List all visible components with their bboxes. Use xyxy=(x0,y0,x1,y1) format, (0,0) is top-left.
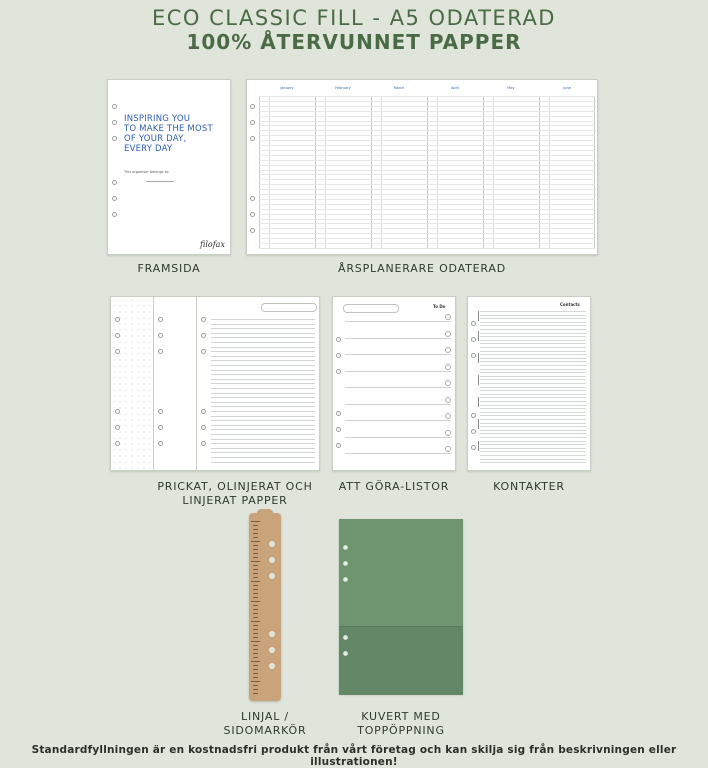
ruler-tick xyxy=(253,605,258,606)
contact-line xyxy=(480,333,586,334)
todo-checkbox xyxy=(445,413,451,419)
ruled-line xyxy=(211,416,315,417)
ruler-tick xyxy=(253,549,258,550)
contact-line xyxy=(480,383,586,384)
ruled-line xyxy=(211,443,315,444)
caption-ruler xyxy=(215,710,315,738)
contact-line xyxy=(480,361,586,362)
year-planner-grid xyxy=(259,86,595,250)
ring-hole xyxy=(336,353,341,358)
ruled-line xyxy=(211,370,315,371)
belongs-to-label: This organiser belongs to: xyxy=(124,170,170,174)
day-row-line xyxy=(259,184,595,185)
ruled-line xyxy=(211,406,315,407)
ring-hole xyxy=(336,411,341,416)
todo-checkbox xyxy=(445,446,451,452)
day-row-line xyxy=(259,165,595,166)
day-row-line xyxy=(259,243,595,244)
ruler-tick xyxy=(253,537,258,538)
todo-row-line xyxy=(345,453,451,454)
ring-hole xyxy=(115,425,120,430)
day-row-line xyxy=(259,223,595,224)
ring-hole xyxy=(112,196,117,201)
day-row-line xyxy=(259,219,595,220)
day-row-line xyxy=(259,204,595,205)
caption-ruler-line: LINJAL / xyxy=(241,710,289,723)
ruled-line xyxy=(211,356,315,357)
ring-hole xyxy=(471,429,476,434)
cover-slogan-line: EVERY DAY xyxy=(124,144,173,154)
contact-entry-marker xyxy=(478,397,484,407)
ruler-tick xyxy=(253,625,258,626)
contact-entry-marker xyxy=(478,331,484,341)
contact-line xyxy=(480,437,586,438)
ruler-tick xyxy=(251,621,260,622)
disclaimer-footer: Standardfyllningen är en kostnadsfri produkt från vårt företag och kan skilja sig från beskrivningen eller illustrationen! xyxy=(31,744,677,768)
ruler-tick xyxy=(251,581,260,582)
ruled-line xyxy=(211,448,315,449)
day-row-line xyxy=(259,155,595,156)
ring-hole xyxy=(343,561,348,566)
ring-hole xyxy=(201,349,206,354)
day-row-line xyxy=(259,209,595,210)
month-label: June xyxy=(563,86,571,90)
ring-hole xyxy=(250,136,255,141)
todo-row-line xyxy=(345,338,451,339)
month-label: March xyxy=(393,86,405,90)
ruler-tick xyxy=(253,593,258,594)
contact-line xyxy=(480,358,586,359)
contact-line xyxy=(480,455,586,456)
ring-hole xyxy=(201,317,206,322)
ring-hole xyxy=(336,443,341,448)
ruler-tick xyxy=(251,601,260,602)
ring-hole xyxy=(250,196,255,201)
ruled-line xyxy=(211,434,315,435)
contact-line xyxy=(480,397,586,398)
contact-line xyxy=(480,415,586,416)
ruler-ring-notch xyxy=(269,573,275,579)
ruler-tick xyxy=(253,649,258,650)
ruled-line xyxy=(211,402,315,403)
ruler-tick xyxy=(253,569,258,570)
day-row-line xyxy=(259,111,595,112)
month-subdivider xyxy=(269,96,270,248)
ruler-tick xyxy=(253,633,258,634)
day-row-line xyxy=(259,125,595,126)
dotted-page xyxy=(111,297,154,471)
day-row-line xyxy=(259,160,595,161)
month-subdivider xyxy=(549,96,550,248)
todo-row-line xyxy=(345,321,451,322)
ruled-line xyxy=(211,429,315,430)
ring-hole xyxy=(250,104,255,109)
todo-sheet xyxy=(332,296,456,471)
day-row-line xyxy=(259,170,595,171)
contact-line xyxy=(480,462,586,463)
contact-line xyxy=(480,315,586,316)
ring-hole xyxy=(112,136,117,141)
day-row-line xyxy=(259,248,595,249)
month-column-divider xyxy=(259,96,260,248)
contact-line xyxy=(480,408,586,409)
ring-hole xyxy=(201,441,206,446)
day-row-line xyxy=(259,140,595,141)
page-subtitle: 100% ÅTERVUNNET PAPPER xyxy=(186,30,522,54)
day-row-line xyxy=(259,233,595,234)
ruled-line xyxy=(211,328,315,329)
ruled-line xyxy=(211,383,315,384)
caption-paper-line: LINJERAT PAPPER xyxy=(182,494,288,507)
ruler-tick xyxy=(251,661,260,662)
ruled-line xyxy=(211,319,315,320)
todo-checkbox xyxy=(445,364,451,370)
contact-line xyxy=(480,444,586,445)
day-row-line xyxy=(259,101,595,102)
ruler-hanger xyxy=(257,509,273,517)
ruler-tick xyxy=(253,529,258,530)
contact-line xyxy=(480,441,586,442)
todo-row-line xyxy=(345,404,451,405)
month-column-divider xyxy=(371,96,372,248)
month-subdivider xyxy=(493,96,494,248)
day-row-line xyxy=(259,238,595,239)
ring-hole xyxy=(115,333,120,338)
caption-front: FRAMSIDA xyxy=(137,262,201,275)
ruler-tick xyxy=(253,557,258,558)
ring-hole xyxy=(158,441,163,446)
brand-logo: filofax xyxy=(200,240,225,249)
contact-line xyxy=(480,311,586,312)
ruler-tick xyxy=(253,645,258,646)
todo-header-box xyxy=(343,304,399,313)
ring-hole xyxy=(158,425,163,430)
contact-line xyxy=(480,372,586,373)
contact-entry-marker xyxy=(478,441,484,451)
day-row-line xyxy=(259,116,595,117)
ruled-line xyxy=(211,411,315,412)
front-cover-sheet xyxy=(107,79,231,255)
ruler-tick xyxy=(253,553,258,554)
contact-line xyxy=(480,451,586,452)
ring-hole xyxy=(471,337,476,342)
contact-line xyxy=(480,459,586,460)
day-row-line xyxy=(259,228,595,229)
todo-checkbox xyxy=(445,331,451,337)
ruled-line xyxy=(211,337,315,338)
month-label: February xyxy=(335,86,351,90)
ruler-tick xyxy=(253,573,258,574)
day-row-line xyxy=(259,189,595,190)
ruled-line xyxy=(211,420,315,421)
ruler-ring-notch xyxy=(269,647,275,653)
month-label: April xyxy=(451,86,459,90)
contact-line xyxy=(480,369,586,370)
ring-hole xyxy=(343,577,348,582)
contact-line xyxy=(480,376,586,377)
day-row-line xyxy=(259,121,595,122)
ruler-tick xyxy=(251,521,260,522)
day-row-line xyxy=(259,194,595,195)
ruled-line xyxy=(211,462,315,463)
ruler-tick xyxy=(251,561,260,562)
ruler-tick xyxy=(251,541,260,542)
ring-hole xyxy=(336,369,341,374)
ruler-tick xyxy=(253,685,258,686)
ruler-ring-notch xyxy=(269,557,275,563)
contact-line xyxy=(480,379,586,380)
month-subdivider xyxy=(437,96,438,248)
ring-hole xyxy=(115,317,120,322)
month-column-divider xyxy=(539,96,540,248)
ruler-tick xyxy=(251,641,260,642)
todo-checkbox xyxy=(445,347,451,353)
contact-entry-marker xyxy=(478,419,484,429)
ruler-ring-notch xyxy=(269,631,275,637)
ring-hole xyxy=(250,228,255,233)
contact-line xyxy=(480,448,586,449)
year-planner-sheet xyxy=(246,79,598,255)
month-column-divider xyxy=(594,96,595,248)
lined-page xyxy=(197,297,320,471)
ruler-tick xyxy=(253,689,258,690)
contact-line xyxy=(480,419,586,420)
ring-hole xyxy=(250,120,255,125)
ruler-tick xyxy=(253,693,258,694)
plain-page xyxy=(154,297,197,471)
ring-hole xyxy=(471,445,476,450)
contact-line xyxy=(480,423,586,424)
ruled-line xyxy=(211,393,315,394)
ring-hole xyxy=(343,651,348,656)
todo-checkbox xyxy=(445,430,451,436)
todo-row-line xyxy=(345,420,451,421)
ring-hole xyxy=(336,427,341,432)
ruler-tick xyxy=(253,653,258,654)
contact-line xyxy=(480,325,586,326)
contact-line xyxy=(480,340,586,341)
ring-hole xyxy=(201,425,206,430)
contacts-heading: Contacts xyxy=(560,302,580,307)
month-subdivider xyxy=(381,96,382,248)
contact-line xyxy=(480,433,586,434)
day-row-line xyxy=(259,174,595,175)
ruler-tick xyxy=(253,629,258,630)
contact-line xyxy=(480,387,586,388)
ruled-line xyxy=(211,374,315,375)
caption-ruler-line: SIDOMARKÖR xyxy=(223,724,307,737)
caption-paper-line: PRICKAT, OLINJERAT OCH xyxy=(157,480,313,493)
todo-row-line xyxy=(345,354,451,355)
contact-line xyxy=(480,329,586,330)
ruler-tick xyxy=(253,545,258,546)
contact-line xyxy=(480,412,586,413)
contact-line xyxy=(480,322,586,323)
caption-contacts: KONTAKTER xyxy=(493,480,565,493)
month-subdivider xyxy=(325,96,326,248)
ruled-line xyxy=(211,425,315,426)
ruled-line xyxy=(211,347,315,348)
todo-row-line xyxy=(345,437,451,438)
ring-hole xyxy=(112,120,117,125)
cover-slogan xyxy=(124,114,228,154)
contacts-sheet xyxy=(467,296,591,471)
ruler-tick xyxy=(253,585,258,586)
todo-row-line xyxy=(345,387,451,388)
ruled-line xyxy=(211,457,315,458)
todo-checkbox xyxy=(445,380,451,386)
ruled-line xyxy=(211,365,315,366)
ruled-line xyxy=(211,452,315,453)
month-label: January xyxy=(280,86,294,90)
ruled-line xyxy=(211,333,315,334)
month-column-divider xyxy=(483,96,484,248)
ruler-ring-notch xyxy=(269,541,275,547)
ruler-tick xyxy=(253,589,258,590)
contact-line xyxy=(480,365,586,366)
ring-hole xyxy=(115,441,120,446)
day-row-line xyxy=(259,179,595,180)
cover-slogan-line: INSPIRING YOU xyxy=(124,114,191,124)
ruler-tick xyxy=(253,637,258,638)
day-row-line xyxy=(259,135,595,136)
ruler-tick xyxy=(253,609,258,610)
ruler-tick xyxy=(253,533,258,534)
ring-hole xyxy=(471,353,476,358)
cover-slogan-line: TO MAKE THE MOST xyxy=(124,124,213,134)
contact-entry-marker xyxy=(478,353,484,363)
ring-hole xyxy=(201,409,206,414)
ruled-line xyxy=(211,360,315,361)
ruled-line xyxy=(211,397,315,398)
contact-line xyxy=(480,390,586,391)
contact-entry-marker xyxy=(478,375,484,385)
contact-line xyxy=(480,401,586,402)
ruler-tick xyxy=(253,669,258,670)
ruled-line xyxy=(211,388,315,389)
month-column-divider xyxy=(427,96,428,248)
ruled-line xyxy=(211,342,315,343)
ruler-page-marker xyxy=(249,513,281,701)
caption-yearplanner: ÅRSPLANERARE ODATERAD xyxy=(338,262,506,275)
contact-line xyxy=(480,351,586,352)
caption-envelope xyxy=(339,710,463,738)
cover-slogan-line: OF YOUR DAY, xyxy=(124,134,187,144)
ring-hole xyxy=(158,409,163,414)
ring-hole xyxy=(343,635,348,640)
page-title: ECO CLASSIC FILL - A5 ODATERAD xyxy=(152,6,556,30)
ring-hole xyxy=(343,545,348,550)
ruler-tick xyxy=(253,657,258,658)
day-row-line xyxy=(259,214,595,215)
ring-hole xyxy=(115,409,120,414)
month-label: May xyxy=(507,86,515,90)
ring-hole xyxy=(115,349,120,354)
belongs-to-line xyxy=(146,181,174,182)
ruler-tick xyxy=(253,677,258,678)
ruler-tick xyxy=(253,613,258,614)
todo-checkbox xyxy=(445,397,451,403)
ruler-tick xyxy=(253,525,258,526)
todo-checkbox xyxy=(445,314,451,320)
day-row-line xyxy=(259,96,595,97)
contact-line xyxy=(480,318,586,319)
ring-hole xyxy=(471,413,476,418)
ring-hole xyxy=(158,317,163,322)
todo-row-line xyxy=(345,371,451,372)
ring-hole xyxy=(336,337,341,342)
envelope-pocket xyxy=(339,626,463,695)
ring-hole xyxy=(112,104,117,109)
ruled-line xyxy=(211,351,315,352)
ring-hole xyxy=(158,333,163,338)
contact-line xyxy=(480,430,586,431)
ring-hole xyxy=(158,349,163,354)
contact-line xyxy=(480,394,586,395)
ruler-tick xyxy=(251,681,260,682)
ruled-line xyxy=(211,439,315,440)
todo-heading: To Do xyxy=(433,304,446,309)
caption-todo: ATT GÖRA-LISTOR xyxy=(338,480,450,493)
ruler-tick xyxy=(253,665,258,666)
contact-line xyxy=(480,405,586,406)
ruler-ring-notch xyxy=(269,663,275,669)
ring-hole xyxy=(112,212,117,217)
paper-sheets xyxy=(110,296,320,471)
ring-hole xyxy=(250,212,255,217)
caption-envelope-line: KUVERT MED xyxy=(361,710,441,723)
day-row-line xyxy=(259,199,595,200)
caption-envelope-line: TOPPÖPPNING xyxy=(357,724,445,737)
day-row-line xyxy=(259,150,595,151)
ruler-tick xyxy=(253,597,258,598)
ring-hole xyxy=(201,333,206,338)
contact-line xyxy=(480,343,586,344)
month-column-divider xyxy=(315,96,316,248)
ruler-tick xyxy=(253,577,258,578)
contact-line xyxy=(480,347,586,348)
ring-hole xyxy=(112,180,117,185)
contact-line xyxy=(480,354,586,355)
day-row-line xyxy=(259,130,595,131)
ring-hole xyxy=(471,321,476,326)
ruler-tick xyxy=(253,617,258,618)
ruler-tick xyxy=(253,673,258,674)
day-row-line xyxy=(259,145,595,146)
ruled-line xyxy=(211,324,315,325)
ruled-line xyxy=(211,379,315,380)
ruler-tick xyxy=(253,565,258,566)
contact-entry-marker xyxy=(478,311,484,321)
envelope-top-opening xyxy=(339,519,463,694)
lined-page-header-box xyxy=(261,303,317,312)
contact-line xyxy=(480,426,586,427)
day-row-line xyxy=(259,106,595,107)
contact-line xyxy=(480,336,586,337)
